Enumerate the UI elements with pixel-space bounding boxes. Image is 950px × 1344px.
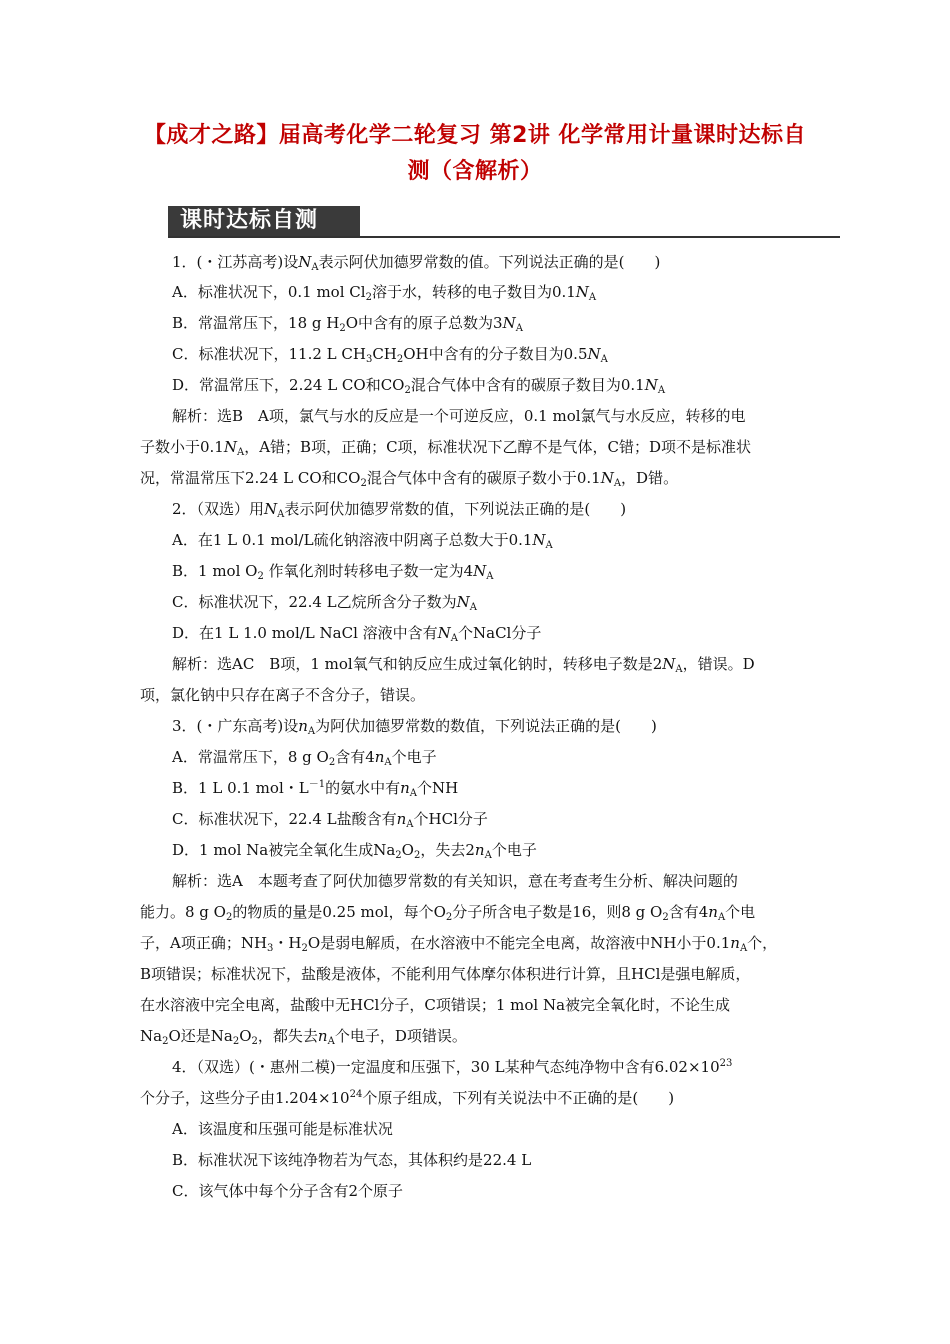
text-line: A．标准状况下，0.1 mol $Cl_2$溶于水，转移的电子数目为$0.1N_A$	[172, 283, 597, 303]
section-divider	[168, 236, 840, 238]
text-line: C．该气体中每个分子含有2个原子	[172, 1182, 404, 1200]
text-line: B．标准状况下该纯净物若为气态，其体积约是22.4 L	[172, 1151, 532, 1169]
text-line: 解析：选B A项，氯气与水的反应是一个可逆反应，0.1 mol氯气与水反应，转移的电	[172, 407, 746, 425]
text-line: 子数小于$0.1N_A$，A错；B项，正确；C项，标准状况下乙醇不是气体，C错；D项不是标准状	[140, 438, 752, 458]
text-line: 在水溶液中完全电离，盐酸中无HCl分子，C项错误；1 mol Na被完全氧化时，不论生成	[140, 996, 731, 1014]
text-line: 解析：选A 本题考查了阿伏加德罗常数的有关知识，意在考查考生分析、解决问题的	[172, 872, 738, 890]
text-line: A．常温常压下，8 g $O_2$含有$4n_A$个电子	[172, 748, 437, 768]
document-title-line-2: 测（含解析）	[407, 159, 543, 184]
text-line: A．在1 L 0.1 mol/L硫化钠溶液中阴离子总数大于$0.1N_A$	[172, 531, 553, 551]
text-line: 3．(・广东高考)设$n_A$为阿伏加德罗常数的数值，下列说法正确的是( )	[172, 717, 657, 737]
text-line: B．常温常压下，18 g $H_2O$中含有的原子总数为$3N_A$	[172, 314, 523, 334]
text-line: C．标准状况下，22.4 L乙烷所含分子数为$N_A$	[172, 593, 477, 613]
document-title-line-1: 【成才之路】届高考化学二轮复习 第2讲 化学常用计量课时达标自	[143, 123, 807, 148]
text-line: 个分子，这些分子由$1.204\times 10^{24}$个原子组成，下列有关说法中不正确的是( )	[140, 1089, 675, 1107]
section-banner	[168, 206, 840, 240]
text-line: 2．（双选）用$N_A$表示阿伏加德罗常数的值，下列说法正确的是( )	[172, 500, 627, 520]
document-title	[110, 118, 840, 190]
text-line: A．该温度和压强可能是标准状况	[172, 1120, 393, 1138]
text-line: 况，常温常压下2.24 L CO和$CO_2$混合气体中含有的碳原子数小于$0.1N_A$，D错。	[140, 469, 679, 489]
text-line: 4．（双选）(・惠州二模)一定温度和压强下，30 L某种气态纯净物中含有$6.02\times 10^{23}$	[172, 1058, 733, 1076]
text-line: D．在1 L 1.0 mol/L NaCl 溶液中含有$N_A$个NaCl分子	[172, 624, 542, 644]
text-line: B项错误；标准状况下，盐酸是液体，不能利用气体摩尔体积进行计算，且HCl是强电解质，	[140, 965, 751, 983]
section-banner-label: 课时达标自测	[168, 206, 360, 236]
text-line: 项，氯化钠中只存在离子不含分子，错误。	[140, 686, 426, 704]
text-line: D．常温常压下，2.24 L CO和$CO_2$混合气体中含有的碳原子数目为$0.1N_A$	[172, 376, 666, 396]
text-line: C．标准状况下，22.4 L盐酸含有$n_A$个HCl分子	[172, 810, 488, 830]
text-line: 1．(・江苏高考)设$N_A$表示阿伏加德罗常数的值。下列说法正确的是( )	[172, 253, 661, 273]
text-line: 解析：选AC B项，1 mol氧气和钠反应生成过氧化钠时，转移电子数是$2N_A$，错误。D	[172, 655, 755, 675]
text-line: 子，A项正确；$NH_3$・$H_2O$是弱电解质，在水溶液中不能完全电离，故溶液中NH小于$0.1n_A$个，	[140, 934, 778, 954]
text-line: D．1 mol Na被完全氧化生成$Na_2O_2$，失去$2n_A$个电子	[172, 841, 537, 861]
text-line: $Na_2O$还是$Na_2O_2$，都失去$n_A$个电子，D项错误。	[140, 1027, 467, 1047]
text-line: 能力。8 g $O_2$的物质的量是0.25 mol，每个$O_2$分子所含电子数是16，则8 g $O_2$含有$4n_A$个电	[140, 903, 756, 923]
text-line: B．1 L 0.1 mol・$L^{-1}$的氨水中有$n_A$个NH	[172, 779, 459, 799]
text-line: B．1 mol $O_2$ 作氧化剂时转移电子数一定为$4N_A$	[172, 562, 494, 582]
text-line: C．标准状况下，11.2 L $CH_3CH_2OH$中含有的分子数目为$0.5N_A$	[172, 345, 608, 365]
